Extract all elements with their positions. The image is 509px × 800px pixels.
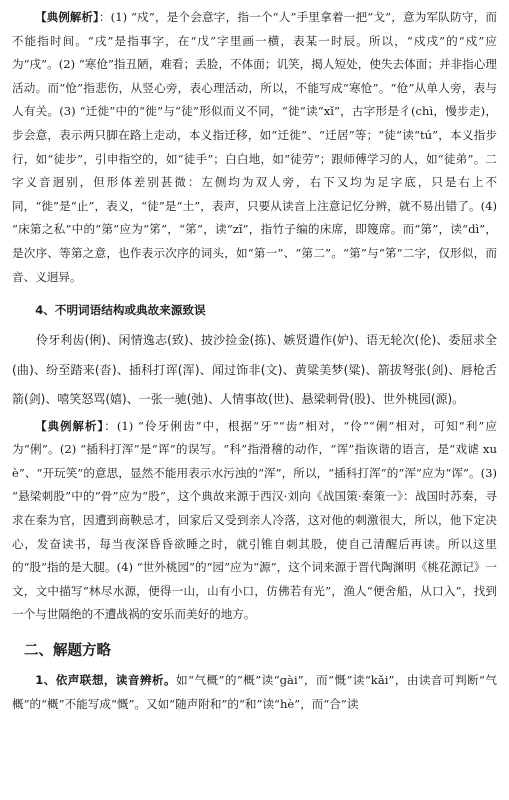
strategy-item-1 [12, 669, 497, 716]
example-text: ：(1) “戍”，是个会意字，指一个“人”手里拿着一把“戈”，意为军队防守，而不能指时间。“戌”是指事字，在“戊”字里画一横，表某一时辰。所以，“戍戌”的“戍”应为“戌”。(2) “寒伧”指丑陋，难看；丢脸，不体面；讥笑，揭人短处，使失去体面；并非指心理活动。而“怆”指悲伤，从竖心旁，表心理活动，所以，不能写成“寒怆”。“伧”从单人旁，表与人有关。(3) “迁徙”中的“徙”与“徒”形似而义不同，“徙”读“xǐ”，古字形是彳(chì，慢步走)，步会意，表示两只脚在路上走动，本义指迁移，如“迁徙”、“迁居”等；“徒”读“tú”，本义指步行，如“徒步”，引申指空的，如“徒手”；白白地，如“徒劳”；跟师傅学习的人，如“徒弟”。二字义音迥别，但形体差别甚微：左侧均为双人旁，右下又均为足字底，只是右上不同，“徙”是“止”，表义，“徒”是“土”，表声，只要从读音上注意记忆分辨，就不易出错了。(4) “床第之私”中的“第”应为“笫”，“笫”，读“zǐ”，指竹子编的床席，即篾席。而“第”，读“dì”，是次序、等第之意，也作表示次序的词头，如“第一”、“第二”。“第”与“笫”二字，仅形似，而音、义迥异。 [12, 10, 497, 284]
example-label: 【典例解析】 [35, 418, 105, 433]
example-analysis-2 [12, 415, 497, 627]
section-heading-4: 4、不明词语结构或典故来源致误 [35, 303, 206, 318]
example-label: 【典例解析】 [35, 10, 99, 24]
strategy-text: 如“气概”的“概”读“gài”，而“慨”读“kǎi”，由读音可判断“气概”的“概”不能写成“慨”。又如“随声附和”的“和”读“hè”，而“合”读 [12, 672, 497, 711]
idiom-list: 伶牙利齿(俐)、闲情逸志(致)、披沙捡金(拣)、嫉贤遣作(妒)、语无轮次(伦)、委屈求全(曲)、纷至踏来(沓)、插科打诨(浑)、闻过饰非(文)、黄粱美梦(粱)、箭拔弩张(剑)、唇枪舌箭(剑)、嘻笑怒骂(嬉)、一张一驰(弛)、人情事故(世)、悬梁刺骨(股)、世外桃园(源)。 [12, 333, 497, 407]
example-text: ：(1) “伶牙俐齿”中，根据“牙”“齿”相对，“伶”“俐”相对，可知“利”应为“俐”。(2) “插科打浑”是“诨”的误写。“科”指滑稽的动作，“诨”指诙谐的语言，是“戏谑 xuè”、“开玩笑”的意思，显然不能用表示水污浊的“浑”，所以，“插科打浑”的“浑”应为“诨”。(3) “悬梁刺股”中的“骨”应为“股”，这个典故来源于西汉·刘向《战国策·秦策一》：战国时苏秦，寻求在秦为官，因遭到商鞅忌才，回家后又受到亲人冷落，这对他的刺激很大，所以，他下定决心，发奋读书，每当夜深昏昏欲睡之时，就引锥自刺其股，使自己清醒后再读。所以这里的“股”指的是大腿。(4) “世外桃园”的“园”应为“源”，这个词来源于晋代陶渊明《桃花源记》一文，文中描写“林尽水源，便得一山，山有小口，仿佛若有光”，渔人“便舍船，从口入”，找到一个与世隔绝的不遭战祸的安乐而美好的地方。 [12, 418, 497, 622]
strategy-label: 1、依声联想，读音辨析。 [35, 672, 177, 687]
section-title-strategy: 二、解题方略 [24, 642, 111, 659]
example-analysis-1 [12, 6, 497, 289]
